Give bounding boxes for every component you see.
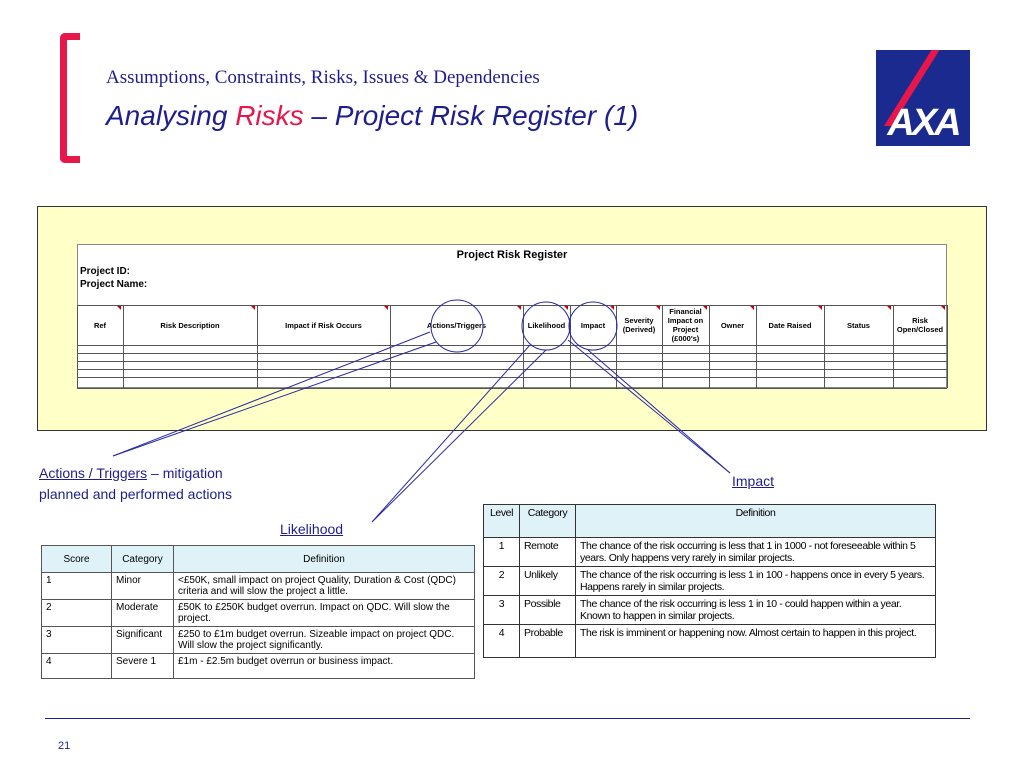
- register-column-header: Likelihood: [527, 320, 566, 330]
- impact-table: [483, 504, 936, 658]
- cell-definition: The chance of the risk occurring is less 1 in 100 - happens once in every 5 years. Happens rarely in similar projects.: [576, 567, 936, 596]
- header-score: Score: [42, 546, 112, 573]
- cell-definition: £250 to £1m budget overrun. Sizeable impact on project QDC. Will slow the project significantly.: [174, 627, 475, 654]
- likelihood-callout-line-2: [372, 350, 546, 522]
- cell-category: Probable: [520, 625, 576, 658]
- cell-score: 3: [42, 627, 112, 654]
- header-category: Category: [520, 505, 576, 538]
- actions-callout-line: [113, 332, 430, 456]
- title-part-analysing: Analysing: [106, 100, 236, 131]
- cell-definition: The chance of the risk occurring is less 1 in 10 - could happen within a year. Known to happen in similar projects.: [576, 596, 936, 625]
- register-column-header: Ref: [93, 320, 107, 330]
- cell-score: 1: [42, 573, 112, 600]
- likelihood-table: [41, 545, 475, 679]
- cell-definition: The risk is imminent or happening now. Almost certain to happen in this project.: [576, 625, 936, 658]
- register-column-header: Owner: [720, 320, 745, 330]
- register-column-header: Financial Impact on Project (£000's): [667, 307, 704, 343]
- table-row: [42, 627, 475, 654]
- likelihood-link[interactable]: Likelihood: [280, 521, 344, 537]
- impact-callout-line: [568, 340, 730, 473]
- impact-highlight-circle: [569, 302, 617, 350]
- title-part-register: – Project Risk Register (1): [303, 100, 639, 131]
- header-definition: Definition: [174, 546, 475, 573]
- title-part-risks: Risks: [235, 100, 304, 131]
- likelihood-table-header: [42, 546, 475, 573]
- cell-category: Moderate: [112, 600, 174, 627]
- cell-level: 2: [484, 567, 520, 596]
- logo-text: AXA: [887, 102, 959, 144]
- register-column-header: Date Raised: [768, 320, 812, 330]
- table-row: [42, 654, 475, 679]
- cell-category: Significant: [112, 627, 174, 654]
- impact-callout-line-2: [588, 350, 730, 473]
- actions-callout-rest: – mitigation: [147, 465, 223, 481]
- impact-table-header: [484, 505, 936, 538]
- cell-level: 4: [484, 625, 520, 658]
- cell-definition: £1m - £2.5m budget overrun or business impact.: [174, 654, 475, 679]
- register-column-header: Risk Description: [160, 320, 220, 330]
- cell-category: Remote: [520, 538, 576, 567]
- cell-level: 1: [484, 538, 520, 567]
- likelihood-highlight-circle: [522, 302, 570, 350]
- table-row: [42, 573, 475, 600]
- table-row: [42, 600, 475, 627]
- header-category: Category: [112, 546, 174, 573]
- likelihood-callout-label: [280, 521, 343, 537]
- cell-score: 2: [42, 600, 112, 627]
- project-name-label: Project Name:: [80, 279, 148, 290]
- register-column-header: Severity (Derived): [622, 316, 656, 334]
- register-column-header: Risk Open/Closed: [896, 316, 944, 334]
- impact-link[interactable]: Impact: [732, 473, 775, 489]
- slide-subtitle: Assumptions, Constraints, Risks, Issues & Dependencies: [106, 67, 540, 88]
- impact-callout-label: [732, 473, 774, 489]
- table-row: [484, 596, 936, 625]
- page-number: 21: [58, 740, 71, 752]
- likelihood-callout-line: [372, 345, 530, 522]
- table-row: [484, 538, 936, 567]
- register-column-header: Impact: [580, 320, 606, 330]
- register-column-header: Actions/Triggers: [426, 320, 487, 330]
- cell-category: Possible: [520, 596, 576, 625]
- actions-callout-label: [39, 465, 223, 481]
- actions-highlight-circle: [431, 300, 483, 352]
- cell-level: 3: [484, 596, 520, 625]
- register-title: Project Risk Register: [456, 249, 568, 261]
- cell-definition: £50K to £250K budget overrun. Impact on QDC. Will slow the project.: [174, 600, 475, 627]
- project-id-label: Project ID:: [80, 266, 131, 277]
- header-level: Level: [484, 505, 520, 538]
- cell-definition: <£50K, small impact on project Quality, Duration & Cost (QDC) criteria and will slow the project a little.: [174, 573, 475, 600]
- actions-callout-line2: planned and performed actions: [39, 486, 233, 502]
- register-column-header: Status: [847, 320, 870, 330]
- cell-category: Unlikely: [520, 567, 576, 596]
- table-row: [484, 567, 936, 596]
- cell-definition: The chance of the risk occurring is less that 1 in 1000 - not foreseeable within 5 years. Only happens very rarely in similar projects.: [576, 538, 936, 567]
- cell-category: Minor: [112, 573, 174, 600]
- cell-score: 4: [42, 654, 112, 679]
- actions-triggers-link[interactable]: Actions / Triggers: [39, 465, 148, 481]
- cell-category: Severe 1: [112, 654, 174, 679]
- footer-divider: [45, 718, 970, 719]
- table-row: [484, 625, 936, 658]
- actions-callout-line-2: [113, 342, 436, 456]
- register-column-header: Impact if Risk Occurs: [285, 320, 362, 330]
- header-definition: Definition: [576, 505, 936, 538]
